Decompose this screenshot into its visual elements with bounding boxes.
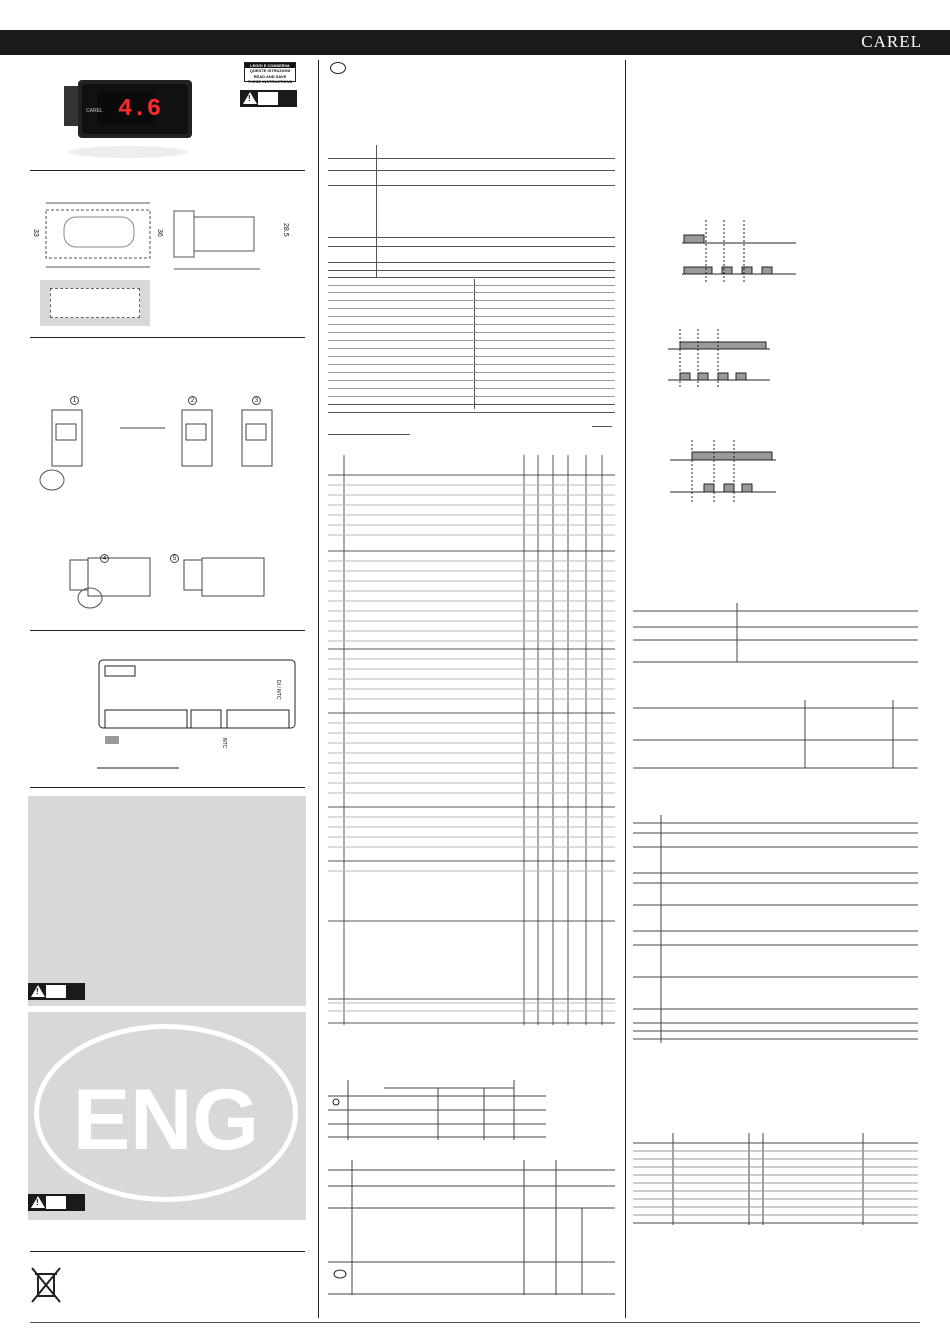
step-2: 2 (188, 396, 197, 405)
table-rule (328, 308, 615, 309)
section-rule (30, 787, 305, 788)
product-photo (58, 72, 198, 160)
icon-legend-table (328, 1160, 615, 1295)
parameter-table (328, 455, 615, 1025)
table-rule (328, 380, 615, 381)
table-rule (592, 426, 612, 427)
ntc-label: NTC (221, 738, 227, 749)
table-rule (328, 285, 615, 286)
table-rule (328, 316, 615, 317)
table-rule (328, 246, 615, 247)
alarm-code-table (633, 815, 918, 1043)
table-rule (328, 292, 615, 293)
step-1: 1 (70, 396, 79, 405)
column-divider-right (625, 60, 626, 1318)
icon-table (328, 1080, 546, 1140)
table-rule (328, 170, 615, 171)
table-rule (328, 185, 615, 186)
table-rule (328, 372, 615, 373)
info-panel (28, 796, 306, 1006)
table-rule (328, 262, 615, 263)
table-rule (328, 388, 615, 389)
dim-width-a: 33 (32, 229, 39, 237)
timing-diagram-2 (666, 325, 786, 395)
instructions-tag-en (244, 74, 296, 84)
header-bar (0, 30, 950, 55)
table-rule (328, 324, 615, 325)
table-rule (328, 412, 615, 413)
table-rule (328, 332, 615, 333)
step-4: 4 (100, 554, 109, 563)
weee-bin-icon (30, 1266, 62, 1306)
section-rule (30, 337, 305, 338)
timing-diagram-1 (676, 212, 806, 292)
wiring-diagram (95, 658, 305, 778)
di-ntc-label: DI / NTC (275, 680, 281, 700)
carel-logo: CAREL (861, 32, 922, 51)
device-brand-label: CAREL (86, 108, 103, 114)
table-rule (328, 404, 615, 405)
column-divider-left (318, 60, 319, 1318)
table-rule (328, 277, 615, 278)
table-rule (328, 396, 615, 397)
footer-rule (30, 1322, 920, 1323)
section-rule (30, 1251, 305, 1252)
alarm-table-1 (633, 603, 918, 663)
table-rule (328, 340, 615, 341)
tag-line1: LEGGI E CONSERVA (245, 63, 295, 68)
section-rule (30, 630, 305, 631)
dim-depth: 28.5 (282, 223, 289, 237)
step-5: 5 (170, 554, 179, 563)
table-rule (328, 300, 615, 301)
step-3: 3 (252, 396, 261, 405)
language-badge-icon (330, 62, 346, 74)
model-table (633, 1133, 918, 1228)
tag-line2: QUESTE ISTRUZIONI (249, 68, 291, 73)
alarm-table-2 (633, 700, 918, 770)
table-rule (328, 364, 615, 365)
panel-cutout (40, 280, 150, 326)
section-rule (30, 170, 305, 171)
tag-line3: READ AND SAVE (253, 74, 287, 79)
table-rule (328, 348, 615, 349)
timing-diagram-3 (668, 436, 788, 516)
table-rule (328, 270, 615, 271)
table-rule (328, 158, 615, 159)
language-oval (34, 1024, 298, 1202)
installation-diagram (30, 390, 300, 610)
display-readout: 4.6 (118, 96, 162, 123)
table-rule (328, 434, 410, 435)
warning-icon (28, 983, 85, 1000)
language-label: ENG (72, 1072, 260, 1168)
tag-line4: THESE INSTRUCTIONS (247, 79, 293, 84)
language-panel (28, 1012, 306, 1220)
table-rule (328, 356, 615, 357)
warning-icon (240, 90, 297, 107)
dimension-drawing (30, 195, 300, 280)
table-rule (328, 237, 615, 238)
dim-width-b: 36 (156, 229, 163, 237)
warning-icon (28, 1194, 85, 1211)
